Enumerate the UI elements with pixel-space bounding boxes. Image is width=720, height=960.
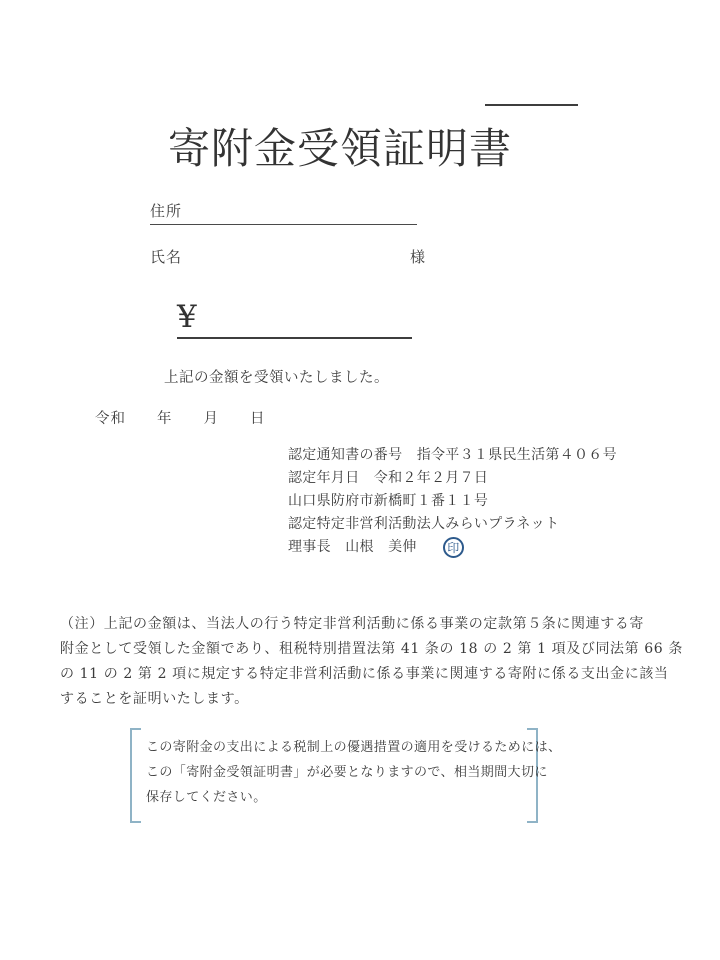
representative-name: 理事長 山根 美伸 xyxy=(288,539,417,555)
note-line: することを証明いたします。 xyxy=(60,691,249,707)
issuer-block xyxy=(288,444,617,559)
note-line: 附金として受領した金額であり、租税特別措置法第 41 条の 18 の 2 第 1 項及び同法第 66 条 xyxy=(60,641,683,657)
note-line: の 11 の 2 第 2 項に規定する特定非営利活動に係る事業に関連する寄附に係る支出金に該当 xyxy=(60,666,669,682)
document-number-blank-line xyxy=(485,104,578,106)
issuer-certification-date: 認定年月日 令和２年２月７日 xyxy=(288,470,489,486)
address-field xyxy=(150,200,417,225)
notice-line: この「寄附金受領証明書」が必要となりますので、相当期間大切に xyxy=(146,765,548,780)
note-line: （注）上記の金額は、当法人の行う特定非営利活動に係る事業の定款第５条に関連する寄 xyxy=(60,616,644,632)
legal-note-paragraph xyxy=(60,612,683,712)
issuer-representative xyxy=(288,536,617,559)
amount-field xyxy=(177,300,412,339)
seal-stamp-icon: 印 xyxy=(443,537,464,558)
issuer-certification-number: 認定通知書の番号 指令平３１県民生活第４０６号 xyxy=(288,447,617,463)
honorific-label: 様 xyxy=(409,248,426,266)
name-field xyxy=(150,246,426,267)
yen-currency-symbol: ¥ xyxy=(177,299,197,335)
date-line: 令和 年 月 日 xyxy=(95,411,266,427)
bracket-left-decoration xyxy=(130,728,141,823)
address-label: 住所 xyxy=(150,202,183,220)
notice-line: この寄附金の支出による税制上の優遇措置の適用を受けるためには、 xyxy=(146,740,562,755)
retention-notice-box xyxy=(130,728,562,823)
retention-notice-text xyxy=(146,735,561,810)
page-title: 寄附金受領証明書 xyxy=(167,124,512,173)
name-label: 氏名 xyxy=(150,248,183,266)
receipt-statement: 上記の金額を受領いたしました。 xyxy=(164,370,389,386)
issuer-organization-name: 認定特定非営利活動法人みらいプラネット xyxy=(288,516,560,532)
issuer-address: 山口県防府市新橋町１番１１号 xyxy=(288,493,489,509)
notice-line: 保存してください。 xyxy=(146,790,267,805)
